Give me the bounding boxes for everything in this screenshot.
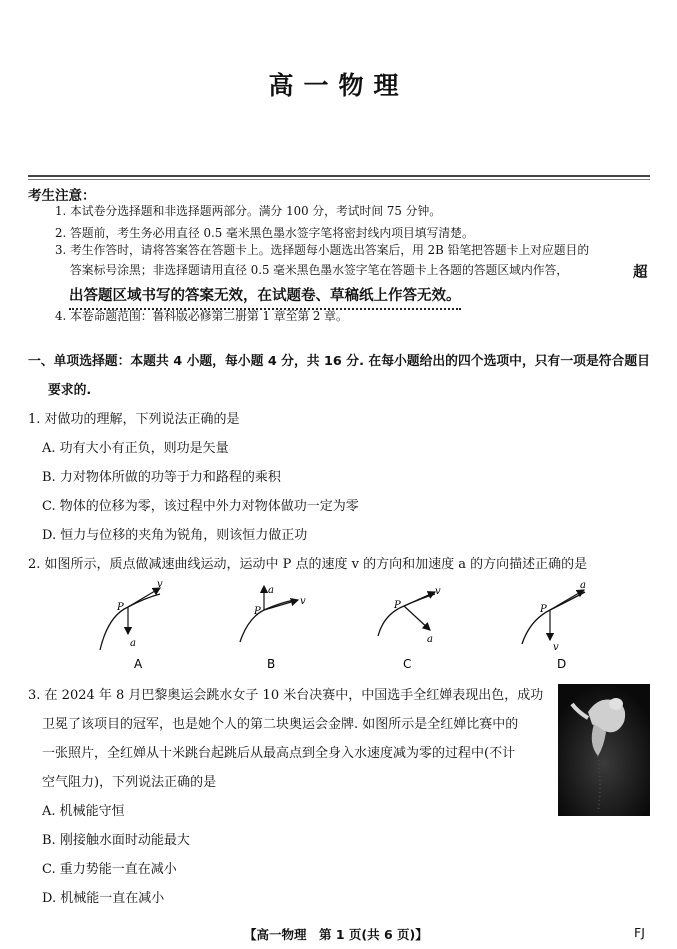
q3-option-a: A. 机械能守恒 — [42, 804, 125, 819]
q2-b-v-label: v — [300, 596, 306, 607]
notice-line-2: 2. 答题前，考生务必用直径 0.5 毫米黑色墨水签字笔将密封线内项目填写清楚。 — [55, 226, 474, 240]
notice-warning-start: 超 — [633, 265, 648, 281]
q2-figures — [90, 578, 590, 673]
q3-option-b: B. 刚接触水面时动能最大 — [42, 833, 190, 848]
q1-option-a: A. 功有大小有正负，则功是矢量 — [42, 441, 229, 456]
q2-label-a: A — [134, 657, 143, 671]
notice-line-3-cont: 答案标号涂黑；非选择题请用直径 0.5 毫米黑色墨水签字笔在答题卡上各题的答题区域内作答， — [70, 263, 569, 277]
diver-photo — [558, 684, 650, 816]
q2-c-a-label: a — [427, 634, 433, 645]
q1-option-b: B. 力对物体所做的功等于力和路程的乘积 — [42, 470, 281, 485]
header-rule-thin — [28, 179, 650, 180]
notice-line-1: 1. 本试卷分选择题和非选择题两部分。满分 100 分，考试时间 75 分钟。 — [55, 204, 442, 218]
page-title: 高一物理 — [268, 71, 409, 100]
notice-warning: 出答题区域书写的答案无效，在试题卷、草稿纸上作答无效。 — [69, 284, 461, 310]
q2-label-c: C — [403, 657, 412, 671]
q3-stem-line-4: 空气阻力)，下列说法正确的是 — [42, 775, 217, 790]
q2-c-v-label: v — [435, 586, 441, 597]
q2-figure-a — [100, 579, 163, 650]
notice-heading: 考生注意： — [28, 188, 96, 204]
q2-label-d: D — [557, 657, 567, 671]
header-rule — [28, 175, 650, 177]
notice-line-3: 3. 考生作答时，请将答案答在答题卡上。选择题每小题选出答案后，用 2B 铅笔把答题卡上对应题目的 — [55, 243, 590, 257]
q2-b-point-label: P — [254, 606, 261, 617]
q2-figure-b — [240, 585, 306, 642]
q2-figure-d — [522, 580, 586, 653]
q3-option-c: C. 重力势能一直在减小 — [42, 862, 177, 877]
q2-d-a-label: a — [580, 580, 586, 591]
page-footer: 【高一物理 第 1 页(共 6 页)】 — [244, 927, 428, 942]
section-heading: 一、单项选择题：本题共 4 小题，每小题 4 分，共 16 分. 在每小题给出的四个选项中，只有一项是符合题目 — [28, 354, 650, 369]
q3-stem-line-3: 一张照片，全红婵从十米跳台起跳后从最高点到全身入水速度减为零的过程中(不计 — [42, 746, 516, 761]
q2-a-v-label: v — [157, 579, 163, 590]
q2-figure-c — [378, 586, 441, 645]
notice-line-4: 4. 本卷命题范围：鲁科版必修第二册第 1 章至第 2 章。 — [55, 309, 348, 323]
q2-stem: 2. 如图所示，质点做减速曲线运动，运动中 P 点的速度 v 的方向和加速度 a 的方向描述正确的是 — [28, 557, 588, 572]
q2-b-a-label: a — [268, 585, 274, 596]
q3-stem-line-1: 3. 在 2024 年 8 月巴黎奥运会跳水女子 10 米台决赛中，中国选手全红婵表现出色，成功 — [28, 688, 544, 703]
q2-a-a-label: a — [130, 638, 136, 649]
q1-option-c: C. 物体的位移为零，该过程中外力对物体做功一定为零 — [42, 499, 359, 514]
q2-a-point-label: P — [117, 602, 124, 613]
q2-d-point-label: P — [540, 604, 547, 615]
section-heading-cont: 要求的. — [48, 383, 92, 398]
q3-option-d: D. 机械能一直在减小 — [42, 891, 165, 906]
q1-stem: 1. 对做功的理解，下列说法正确的是 — [28, 412, 240, 427]
footer-code: FJ — [634, 925, 645, 940]
q2-label-b: B — [267, 657, 276, 671]
q3-stem-line-2: 卫冕了该项目的冠军，也是她个人的第二块奥运会金牌. 如图所示是全红婵比赛中的 — [42, 717, 519, 732]
q1-option-d: D. 恒力与位移的夹角为锐角，则该恒力做正功 — [42, 528, 308, 543]
q2-d-v-label: v — [553, 642, 559, 653]
q2-c-point-label: P — [394, 600, 401, 611]
